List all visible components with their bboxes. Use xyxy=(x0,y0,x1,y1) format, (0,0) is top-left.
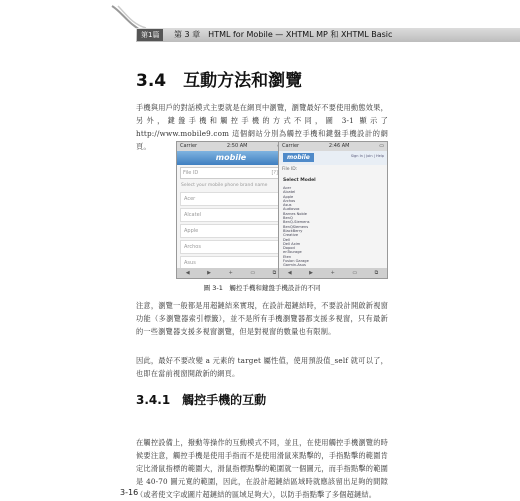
model-item: enTourage xyxy=(283,250,302,255)
model-item: Acer xyxy=(283,186,292,190)
brand-item: Alcatel xyxy=(180,208,282,222)
section-title: 3.4 互動方法和瀏覽 xyxy=(136,71,303,91)
figure-caption: 圖 3-1 觸控手機和鍵盤手機設計的不同 xyxy=(203,284,321,292)
model-item: BenQ-Siemens xyxy=(283,220,310,225)
part-tab: 第1篇 xyxy=(137,29,163,41)
forward-icon: ▶ xyxy=(309,270,314,276)
model-item: Audiovox xyxy=(283,207,300,212)
model-item: Fusion Garage xyxy=(283,259,309,264)
file-id-input xyxy=(180,167,282,179)
back-icon: ◀ xyxy=(287,270,292,276)
pages-icon: ⧉ xyxy=(272,270,277,276)
body-paragraph: 在觸控設備上，撥動等操作的互動模式不同，並且，在使用觸控手機瀏覽的時候要注意，觸控手機是使用手指而不是使用滑鼠來點擊的，手指點擊的範圍肯定比滑鼠指標的範圍大，滑鼠指標點擊的範圍就一個圖元，而手指點擊的範圍是 40-70 圖元寬的範圍，因此，在設計超鏈結區域時就應該留出足夠的間隙（或者使文字或圖片超鏈結的區域足夠大），以防手指點擊了多個超鏈結。 xyxy=(136,438,388,499)
bookmark-icon: ▭ xyxy=(352,270,358,276)
chapter-title: 第 3 章 HTML for Mobile — XHTML MP 和 XHTML Basic xyxy=(174,30,393,39)
carrier-label: Carrier xyxy=(180,143,198,149)
body-paragraph: 注意，瀏覽一般都是用超鏈結來實現，在設計超鏈結時，不要設計開啟新視窗功能（多瀏覽器索引標籤），並不是所有手機瀏覽器都支援多視窗，只有最新的一些瀏覽器支援多視窗瀏覽，但是對視窗的數量也有限制。 xyxy=(136,301,388,336)
back-icon: ◀ xyxy=(185,270,190,276)
model-item: BenQSiemens xyxy=(283,224,309,229)
model-item: Apple xyxy=(283,194,294,199)
battery-icon: ▭ xyxy=(379,143,384,149)
browser-toolbar xyxy=(177,268,285,278)
clock: 2:46 AM xyxy=(328,143,350,149)
brand-item: Acer xyxy=(180,192,282,206)
touch-phone-screenshot xyxy=(176,141,286,279)
site-logo: mobile xyxy=(283,153,314,162)
model-item: Barnes Noble xyxy=(283,211,307,216)
model-item: Dell Axim xyxy=(283,241,301,246)
brand-item: Archos xyxy=(180,240,282,254)
model-item: Garmin-Asus xyxy=(283,263,306,268)
file-id-label: File ID: xyxy=(282,167,298,172)
model-item: Asus xyxy=(283,203,292,208)
model-item: Archos xyxy=(283,198,296,203)
browser-toolbar xyxy=(279,268,387,278)
model-list xyxy=(283,186,383,268)
intro-paragraph: 手機與用戶的對話模式主要就是在網頁中瀏覽，瀏覽最好不要使用動態效果，另外，鍵盤手機和觸控手機的方式不同，圖 3-1 顯示了 http://www.mobile9.com 這個網站分別為觸控手機和鍵盤手機設計的網頁。 xyxy=(136,103,388,151)
status-bar xyxy=(279,142,387,151)
model-item: Dell xyxy=(283,237,290,242)
select-model-heading: Select Model xyxy=(283,178,316,183)
subsection-title: 3.4.1 觸控手機的互動 xyxy=(136,393,267,407)
body-paragraph: 因此，最好不要改變 a 元素的 target 屬性值，使用預設值_self 就可以了，也即在當前視窗開啟新的網頁。 xyxy=(136,356,388,378)
help-icon: [?] xyxy=(271,170,278,176)
page-number: 3-16 xyxy=(120,488,139,497)
site-banner: mobile xyxy=(177,151,285,165)
account-links: Sign In | Join | Help xyxy=(350,154,384,158)
keyboard-phone-screenshot xyxy=(278,141,388,279)
model-item: Creative xyxy=(283,233,299,238)
brand-item: Apple xyxy=(180,224,282,238)
status-bar xyxy=(177,142,285,151)
model-item: BenQ xyxy=(283,216,293,221)
model-item: Eten xyxy=(283,254,292,259)
brand-item: Asus xyxy=(180,256,282,270)
page-header xyxy=(0,0,520,46)
pages-icon: ⧉ xyxy=(374,270,379,276)
file-id-placeholder: File ID xyxy=(183,170,199,176)
add-icon: + xyxy=(330,270,335,276)
bookmark-icon: ▭ xyxy=(250,270,256,276)
carrier-label: Carrier xyxy=(282,143,300,149)
add-icon: + xyxy=(228,270,233,276)
clock: 2:50 AM xyxy=(226,143,248,149)
model-item: Dopod xyxy=(283,246,295,251)
model-item: Alcatel xyxy=(283,190,296,195)
model-item: BlackBerry xyxy=(283,228,303,233)
site-banner xyxy=(279,151,387,165)
forward-icon: ▶ xyxy=(207,270,212,276)
brand-hint: Select your mobile phone brand name xyxy=(181,183,268,188)
